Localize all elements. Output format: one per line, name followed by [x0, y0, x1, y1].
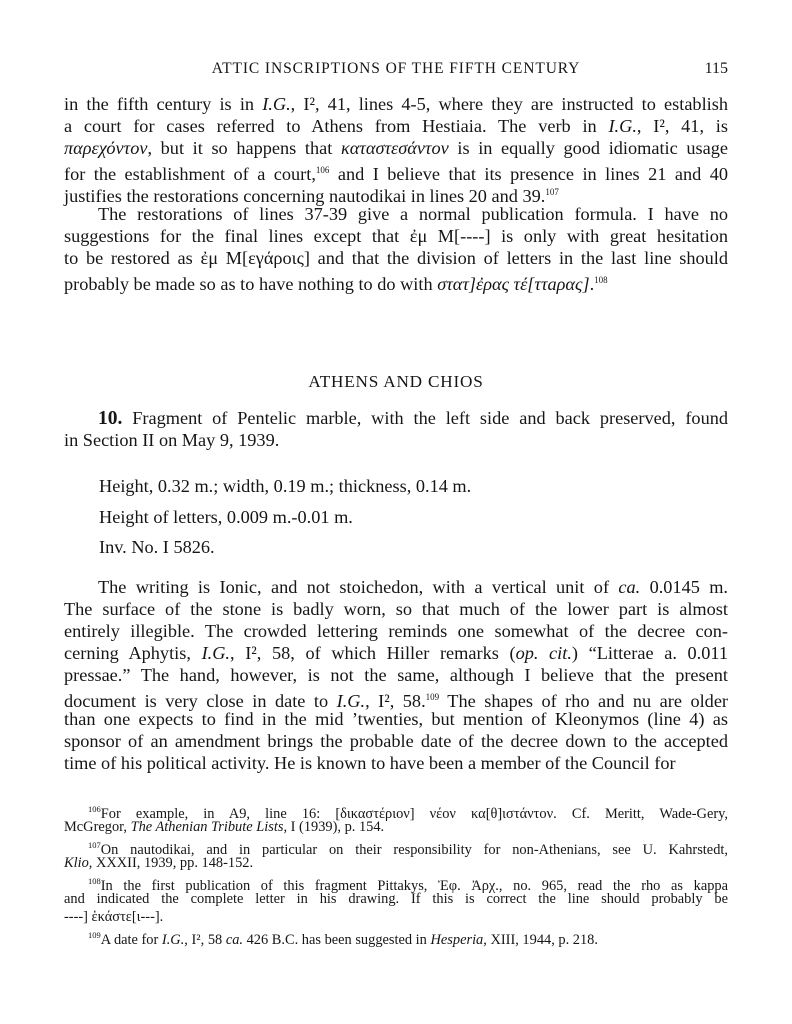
text-line: 10. Fragment of Pentelic marble, with the left side and back preserved, found — [98, 408, 728, 429]
inventory-number: Inv. No. I 5826. — [99, 537, 215, 557]
footnote-108: $^{108}$In the first publication of this fragment Pittakys, Ἐφ. Ἀρχ., no. 965, read the rho as kappa — [88, 876, 728, 894]
text-line: probably be made so as to have nothing to do with στατ]ἐρας τέ[ττaρας].$^{108}$ — [64, 274, 608, 295]
body-paragraph — [64, 576, 728, 774]
page-header — [64, 60, 728, 82]
footnote-108-cont2: ----] ἑκάστε[ι---]. — [64, 909, 164, 925]
text-line: entirely illegible. The crowded lettering reminds one somewhat of the decree con- — [64, 621, 728, 641]
running-title: ATTIC INSCRIPTIONS OF THE FIFTH CENTURY — [211, 60, 581, 77]
footnote-ref-106: 106 — [315, 165, 330, 175]
text-line: The restorations of lines 37-39 give a normal publication formula. I have no — [98, 204, 728, 224]
footnotes — [64, 800, 728, 948]
footnote-107-cont: Klio, XXXII, 1939, pp. 148-152. — [64, 855, 254, 871]
footnote-106: $^{106}$For example, in A9, line 16: [δικαστέριον] νέον κα[θ]ιστάντον. Cf. Meritt, Wade-Gery, — [88, 804, 728, 822]
text-line: παρεχόντον, but it so happens that καταστεσάντον is in equally good idiomatic usage — [64, 138, 728, 158]
text-line: cerning Aphytis, I.G., I², 58, of which Hiller remarks (op. cit.) “Litterae a. 0.011 — [64, 643, 728, 663]
footnote-ref-108: 108 — [594, 275, 608, 285]
text-line: sponsor of an amendment brings the probable date of the decree down to the accepted — [64, 731, 728, 751]
text-line: The surface of the stone is badly worn, so that much of the lower part is almost — [64, 599, 728, 619]
page-number: 115 — [704, 60, 728, 77]
measurement-dimensions: Height, 0.32 m.; width, 0.19 m.; thickness, 0.14 m. — [99, 476, 472, 496]
entry-number: 10. — [98, 408, 123, 429]
footnote-108-cont: and indicated the complete letter in his drawing. If this is correct the line should probably be — [64, 891, 728, 907]
text-line: document is very close in date to I.G., I², 58.$^{109}$ The shapes of rho and nu are older — [64, 691, 729, 712]
top-paragraph — [64, 93, 729, 295]
text-line: in Section II on May 9, 1939. — [64, 430, 280, 450]
entry-description — [64, 407, 728, 451]
footnote-ref-109: 109 — [425, 692, 440, 702]
text-line: justifies the restorations concerning nautodikai in lines 20 and 39.$^{107}$ — [64, 186, 559, 207]
section-heading: ATHENS AND CHIOS — [308, 372, 484, 391]
text-line: than one expects to find in the mid ’twenties, but mention of Kleonymos (line 4) as — [64, 709, 728, 729]
measurement-letter-height: Height of letters, 0.009 m.-0.01 m. — [99, 507, 353, 527]
footnote-109: $^{109}$A date for I.G., I², 58 ca. 426 B.C. has been suggested in Hesperia, XIII, 1944, p. 218. — [88, 930, 598, 948]
text-line: a court for cases referred to Athens from Hestiaia. The verb in I.G., I², 41, is — [64, 116, 728, 136]
text-line: to be restored as ἐμ Μ[εγάροις] and that the division of letters in the last line should — [64, 248, 729, 268]
footnote-106-cont: McGregor, The Athenian Tribute Lists, I (1939), p. 154. — [64, 819, 385, 835]
text-line: suggestions for the final lines except that ἐμ Μ[----] is only with great hesitation — [64, 226, 728, 246]
footnote-ref-107: 107 — [545, 187, 559, 197]
text-line: pressae.” The hand, however, is not the same, although I believe that the present — [64, 665, 728, 685]
text-line: The writing is Ionic, and not stoichedon, with a vertical unit of ca. 0.0145 m. — [98, 577, 728, 597]
text-line: time of his political activity. He is known to have been a member of the Council for — [64, 753, 676, 773]
text-line: in the fifth century is in I.G., I², 41, lines 4-5, where they are instructed to establish — [64, 94, 728, 114]
footnote-107: $^{107}$On nautodikai, and in particular on their responsibility for non-Athenians, see U. Kahrstedt, — [88, 840, 728, 858]
text-line: for the establishment of a court,$^{106}$ and I believe that its presence in lines 21 and 40 — [64, 164, 728, 185]
